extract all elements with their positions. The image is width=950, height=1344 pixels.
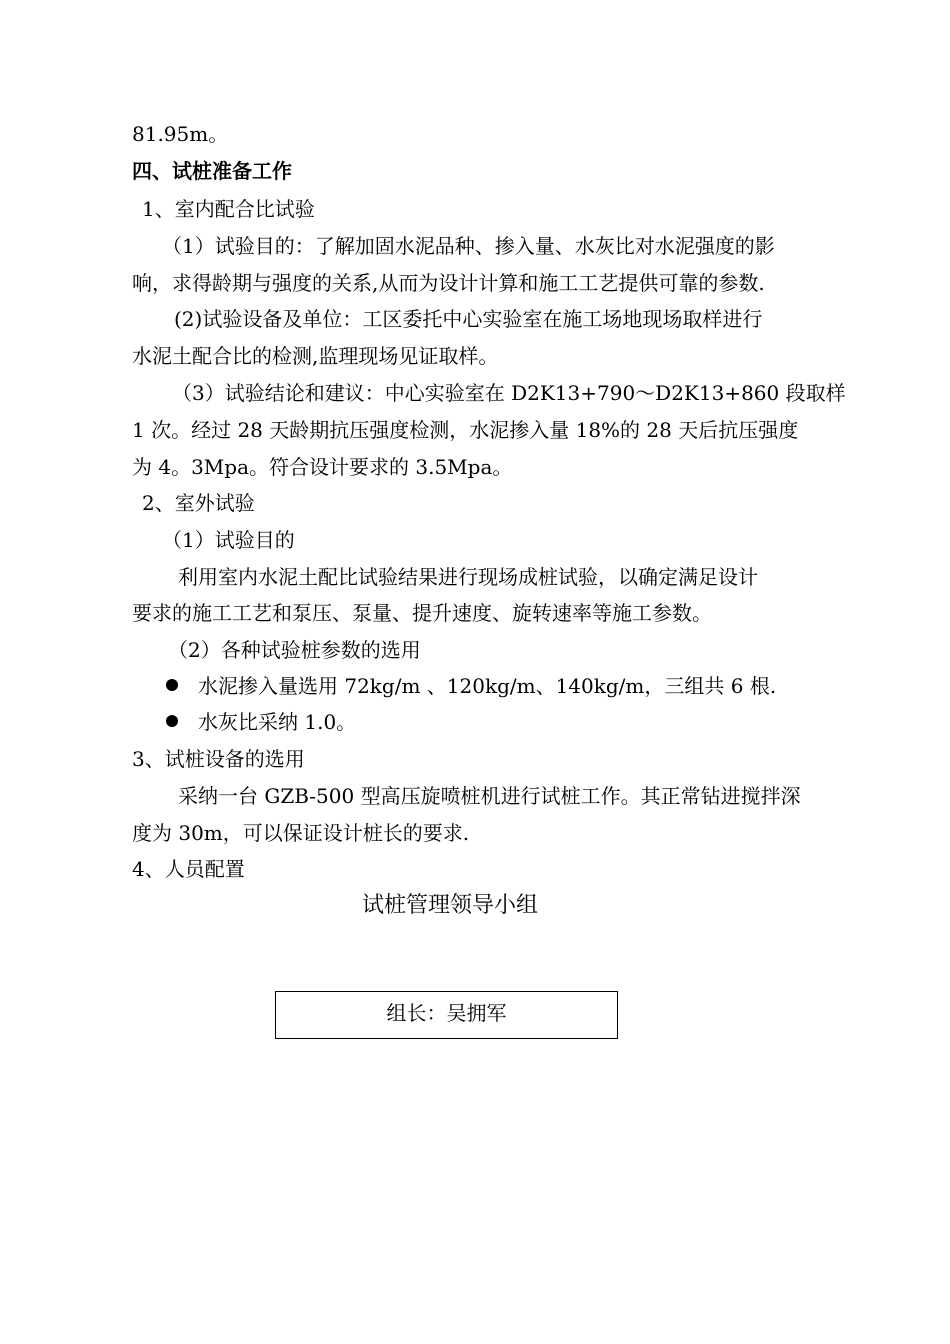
subsection-heading: 1、室内配合比试验 xyxy=(142,197,315,221)
org-leader-label: 组长：吴拥军 xyxy=(386,1001,507,1025)
paragraph-line: (2)试验设备及单位：工区委托中心实验室在施工场地现场取样进行 xyxy=(174,307,763,331)
list-item: 水灰比采纳 1.0。 xyxy=(198,710,357,734)
bullet-icon xyxy=(166,679,178,691)
bullet-icon xyxy=(166,715,178,727)
subsection-heading: （1）试验目的 xyxy=(162,528,295,552)
paragraph-line: 要求的施工工艺和泵压、泵量、提升速度、旋转速率等施工参数。 xyxy=(132,601,712,625)
org-chart-title: 试桩管理领导小组 xyxy=(361,893,538,918)
paragraph-line: 度为 30m，可以保证设计桩长的要求. xyxy=(132,821,470,845)
text-line: 81.95m。 xyxy=(132,122,229,146)
paragraph-line: 采纳一台 GZB-500 型高压旋喷桩机进行试桩工作。其正常钻进搅拌深 xyxy=(178,784,801,808)
subsection-heading: 2、室外试验 xyxy=(142,491,255,515)
paragraph-line: （1）试验目的：了解加固水泥品种、掺入量、水灰比对水泥强度的影 xyxy=(162,234,775,258)
paragraph-line: （3）试验结论和建议：中心实验室在 D2K13+790～D2K13+860 段取样 xyxy=(172,381,846,405)
paragraph-line: 响，求得龄期与强度的关系,从而为设计计算和施工工艺提供可靠的参数. xyxy=(132,271,765,295)
section-heading: 四、试桩准备工作 xyxy=(132,159,292,183)
subsection-heading: 3、试桩设备的选用 xyxy=(132,747,305,771)
paragraph-line: 利用室内水泥土配比试验结果进行现场成桩试验，以确定满足设计 xyxy=(178,565,758,589)
subsection-heading: 4、人员配置 xyxy=(132,857,245,881)
list-item: 水泥掺入量选用 72kg/m 、120kg/m、140kg/m，三组共 6 根. xyxy=(198,674,777,698)
org-leader-box xyxy=(275,991,618,1039)
paragraph-line: 为 4。3Mpa。符合设计要求的 3.5Mpa。 xyxy=(132,455,513,479)
subsection-heading: （2）各种试验桩参数的选用 xyxy=(168,638,421,662)
paragraph-line: 水泥土配合比的检测,监理现场见证取样。 xyxy=(132,344,499,368)
paragraph-line: 1 次。经过 28 天龄期抗压强度检测，水泥掺入量 18%的 28 天后抗压强度 xyxy=(132,418,799,442)
